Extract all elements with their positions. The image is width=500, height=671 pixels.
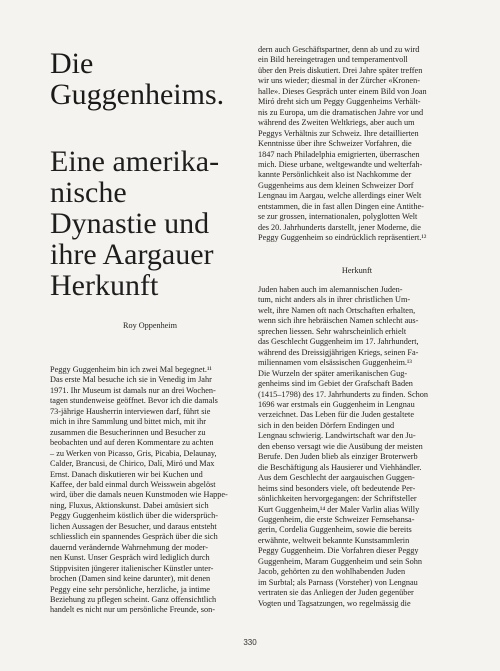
title-line: Die (50, 47, 94, 80)
text-line: Guggenheims aus dem kleinen Schweizer Dorf (258, 180, 414, 190)
subtitle-line: ihre Aargauer (50, 238, 214, 271)
subtitle-line: Herkunft (50, 269, 159, 302)
text-line: Peggys Verhältnis zur Schweiz. Ihre detaillierten (258, 128, 419, 138)
subtitle-line: nische (50, 176, 127, 209)
section-heading: Herkunft (341, 266, 373, 275)
text-line: Kurt Guggenheim,¹⁴ der Maler Varlin alias Willy (258, 504, 420, 514)
text-line: tagen stundenweise geöffnet. Bevor ich die damals (50, 396, 218, 406)
text-line: während des Zweiten Weltkriegs, aber auch um (258, 118, 415, 128)
text-line: Calder, Brancusi, de Chirico, Dalí, Miró und Max (50, 459, 215, 469)
text-line: dern auch Geschäftspartner, denn ab und zu wird (258, 45, 420, 54)
subtitle-line: Eine amerika- (50, 145, 220, 178)
text-line: Lengnau schwierig. Landwirtschaft war den Ju- (258, 431, 416, 441)
body-column-left (50, 365, 270, 616)
subtitle-line: Dynastie und (50, 207, 210, 240)
text-line: während des Dreissigjährigen Kriegs, seinen Fa- (258, 347, 419, 357)
text-line: wird, über die damals neuen Kunstmoden wie Happe- (50, 490, 228, 500)
text-line: Kaffee, der bald einmal durch Weisswein abgelöst (50, 479, 216, 489)
text-line: brochen (Damen sind keine darunter), mit denen (50, 574, 211, 584)
text-line: – zu Werken von Picasso, Gris, Picabia, Delaunay, (50, 448, 217, 458)
text-line: Peggy Guggenheim bin ich zwei Mal begegnet.¹¹ (50, 365, 212, 374)
text-line: ein Bild hereingetragen und temperamentvoll (258, 55, 408, 65)
text-line: im Surbtal; als Parnass (Vorsteher) von Lengnau (258, 577, 418, 587)
text-line: Stippvisiten jüngerer italienischer Künstler unter- (50, 563, 214, 573)
text-line: die Beschäftigung als Hausierer und Viehhändler. (258, 462, 422, 472)
text-line: beobachten und auf deren Kommentare zu achten (50, 438, 214, 448)
text-line: Peggy Guggenheim so eindrücklich repräsentiert.¹² (258, 233, 427, 243)
text-line: nis zu Europa, um die dramatischen Jahre vor und (258, 107, 424, 117)
text-line: Guggenheim, die erste Schweizer Fernsehansa- (258, 514, 415, 524)
text-line: Das erste Mal besuche ich sie in Venedig im Jahr (50, 375, 212, 385)
text-line: Peggy eine sehr persönliche, herzliche, ja intime (50, 584, 210, 594)
text-line: halle». Dieses Gespräch unter einem Bild von Joan (258, 86, 427, 96)
text-line: Guggenheim, Maram Guggenheim und sein Sohn (258, 556, 423, 566)
text-line: schliesslich ein spannendes Gespräch über die sich (50, 532, 218, 542)
author-name: Roy Oppenheim (123, 321, 177, 330)
text-line: Beziehung zu pflegen scheint. Ganz offensichtlich (50, 594, 217, 604)
text-line: nen Kunst. Unser Gespräch wird lediglich durch (50, 553, 210, 563)
text-line: 1971. Ihr Museum ist damals nur an drei Wochen- (50, 385, 216, 395)
text-line: verzeichnet. Das Leben für die Juden gestaltete (258, 410, 414, 420)
text-line: Aus dem Geschlecht der aargauischen Guggen- (258, 473, 415, 483)
text-line: zusammen die Besucherinnen und Besucher zu (50, 427, 206, 437)
text-line: lichen Aussagen der Besucher, und daraus entsteht (50, 521, 217, 531)
text-line: 73-jährige Hausherrin interviewen darf, führt sie (50, 406, 211, 416)
text-line: heims sind besonders viele, oft bedeutende Per- (258, 483, 416, 493)
title-line: Guggenheims. (50, 78, 225, 111)
text-line: sönlichkeiten hervorgegangen: der Schriftsteller (258, 494, 417, 504)
text-line: Lengnau im Aargau, welche allerdings einer Welt (258, 191, 422, 201)
text-line: Jacob, gehörten zu den wohlhabenden Juden (258, 567, 406, 577)
text-line: über den Preis diskutiert. Drei Jahre später treffen (258, 65, 423, 75)
text-line: sprechen liessen. Sehr wahrscheinlich erhielt (258, 326, 407, 336)
text-line: Die Wurzeln der später amerikanischen Gug- (258, 368, 408, 378)
body-column-right-top (258, 45, 456, 244)
text-line: Miró dreht sich um Peggy Guggenheims Verhält- (258, 97, 421, 107)
text-line: den ebenso versagt wie die Ausübung der meisten (258, 441, 423, 451)
text-line: Peggy Guggenheim. Die Vorfahren dieser Peggy (258, 546, 419, 556)
text-line: wir uns wieder; diesmal in der Zürcher «Kronen- (258, 76, 420, 86)
text-line: sich in den beiden Dörfern Endingen und (258, 420, 395, 430)
article-subtitle (50, 146, 250, 301)
body-column-right-bottom (258, 285, 456, 609)
text-line: gerin, Cordelia Guggenheim, sowie die bereits (258, 525, 412, 535)
text-line: genheims sind im Gebiet der Grafschaft Baden (258, 379, 413, 389)
text-line: mich in ihre Sammlung und bittet mich, mit ihr (50, 417, 207, 427)
text-line: 1847 nach Philadelphia emigrierten, überraschen (258, 149, 420, 159)
text-line: ning, Fluxus, Aktionskunst. Dabei amüsiert sich (50, 500, 209, 510)
text-line: Juden haben auch im alemannischen Juden- (258, 285, 403, 294)
text-line: kannte Persönlichkeit also ist Nachkomme der (258, 170, 412, 180)
text-line: tum, nicht anders als in ihrer christlichen Um- (258, 295, 411, 305)
text-line: (1415–1798) des 17. Jahrhunderts zu finden. Schon (258, 389, 429, 399)
text-line: wenn sich ihre hebräischen Namen schlecht aus- (258, 316, 419, 326)
text-line: handelt es nicht nur um persönliche Freunde, son- (50, 605, 215, 615)
text-line: se zur grossen, internationalen, polyglotten Welt (258, 212, 418, 222)
text-line: miliennamen vom elsässischen Guggenheim.¹³ (258, 358, 412, 368)
text-line: entstammen, die in fast allen Dingen eine Antithe- (258, 201, 424, 211)
article-title (50, 48, 250, 110)
text-line: mich. Diese urbane, weltgewandte und welterfah- (258, 159, 423, 169)
page-number: 330 (243, 638, 257, 647)
text-line: dauernd verändernde Wahrnehmung der moder- (50, 542, 208, 552)
text-line: Berufe. Den Juden blieb als einziger Broterwerb (258, 452, 418, 462)
text-line: das Geschlecht Guggenheim im 17. Jahrhundert, (258, 337, 419, 347)
text-line: 1696 war erstmals ein Guggenheim in Lengnau (258, 399, 415, 409)
text-line: Peggy Guggenheim köstlich über die widersprüch- (50, 511, 218, 521)
text-line: erwähnte, weltweit bekannte Kunstsammlerin (258, 535, 410, 545)
text-line: Vogten und Tagsatzungen, wo regelmässig die (258, 598, 411, 608)
text-line: Ernst. Danach diskutieren wir bei Kuchen und (50, 469, 203, 479)
text-line: welt, ihre Namen oft nach Ortschaften erhalten, (258, 305, 416, 315)
text-line: vertraten sie das Anliegen der Juden gegenüber (258, 588, 414, 598)
text-line: Kenntnisse über ihre Schweizer Vorfahren, die (258, 139, 412, 149)
text-line: des 20. Jahrhunderts darstellt, jener Moderne, die (258, 222, 421, 232)
